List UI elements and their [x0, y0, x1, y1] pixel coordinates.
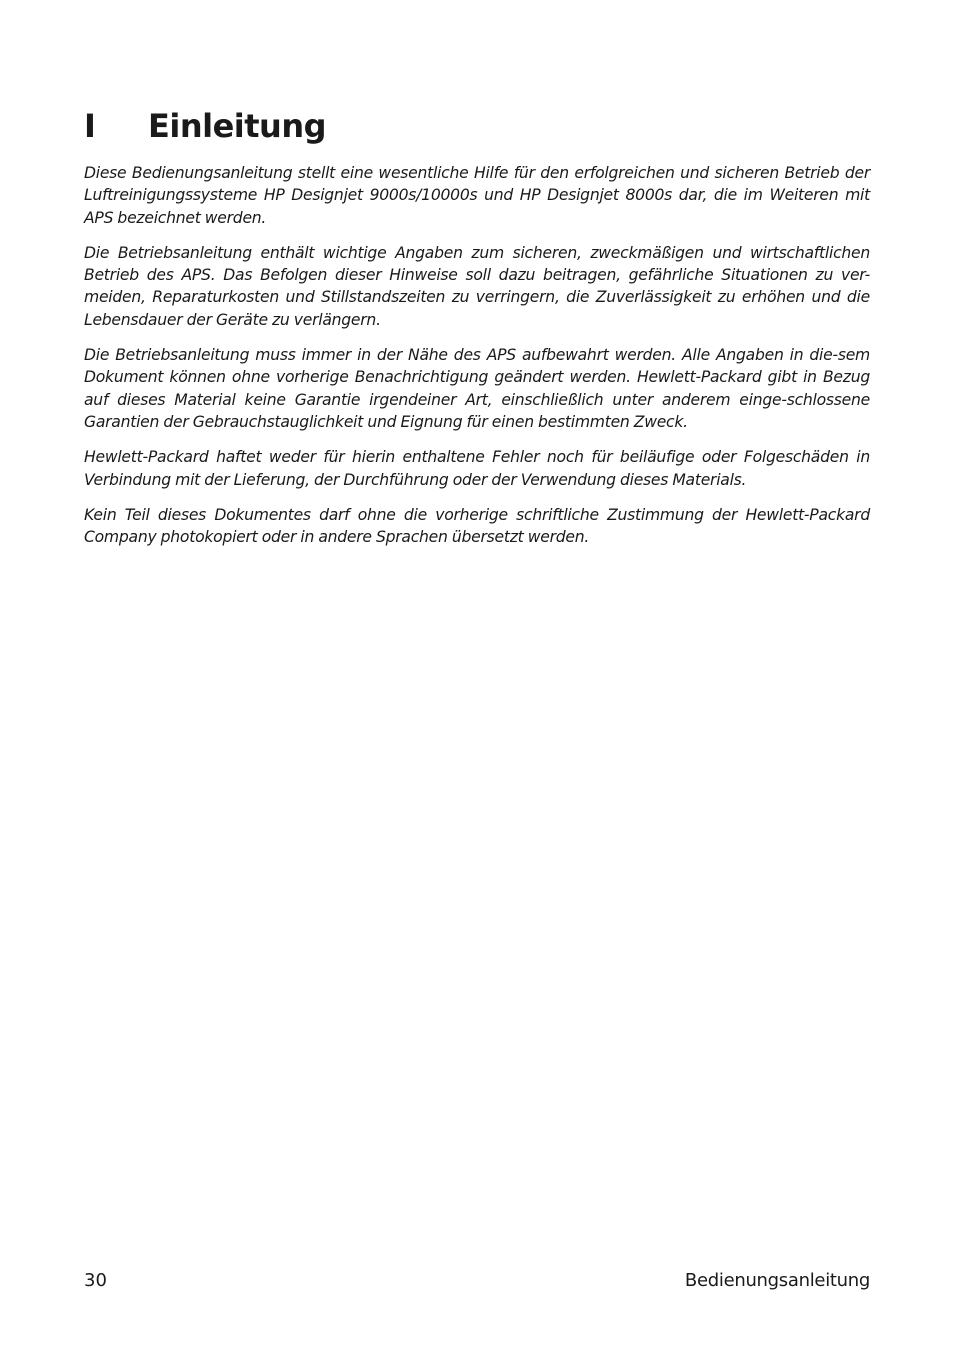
body-text: [84, 162, 870, 561]
page-footer: [84, 1268, 870, 1294]
chapter-title: Einleitung: [148, 107, 327, 145]
paragraph: Kein Teil dieses Dokumentes darf ohne die vorherige schriftliche Zustimmung der Hewlett-Packard Company photokopiert oder in andere Sprachen übersetzt werden.: [84, 505, 870, 547]
paragraph: Hewlett-Packard haftet weder für hierin enthaltene Fehler noch für beiläufige oder Folgeschäden in Verbindung mit der Lieferung, der Durchführung oder der Verwendung dieses Materials.: [84, 448, 870, 489]
paragraph: Die Betriebsanleitung muss immer in der Nähe des APS aufbewahrt werden. Alle Angaben in die-sem Dokument können ohne vorherige Benachrichtigung geändert werden. Hewlett-Packard gibt in Bezug auf dieses Material keine Garantie irgendeiner Art, einschließlich unter anderem einge-schlossene Garantien der Gebrauchstauglichkeit und Eignung für einen bestimmten Zweck.: [84, 346, 870, 431]
paragraph: Diese Bedienungsanleitung stellt eine wesentliche Hilfe für den erfolgreichen und sicheren Betrieb der Luftreinigungssysteme HP Designjet 9000s/10000s und HP Designjet 8000s dar, die im Weiteren mit APS bezeichnet werden.: [84, 164, 870, 227]
chapter-heading: [84, 103, 326, 149]
paragraph: Die Betriebsanleitung enthält wichtige Angaben zum sicheren, zweckmäßigen und wirtschaftlichen Betrieb des APS. Das Befolgen dieser Hinweise soll dazu beitragen, gefährliche Situationen zu ver-meiden, Reparaturkosten und Stillstandszeiten zu verringern, die Zuverlässigkeit zu erhöhen und die Lebensdauer der Geräte zu verlängern.: [84, 243, 870, 329]
page-number: 30: [84, 1270, 107, 1291]
footer-document-title: Bedienungsanleitung: [684, 1270, 870, 1291]
chapter-number: I: [84, 107, 96, 145]
